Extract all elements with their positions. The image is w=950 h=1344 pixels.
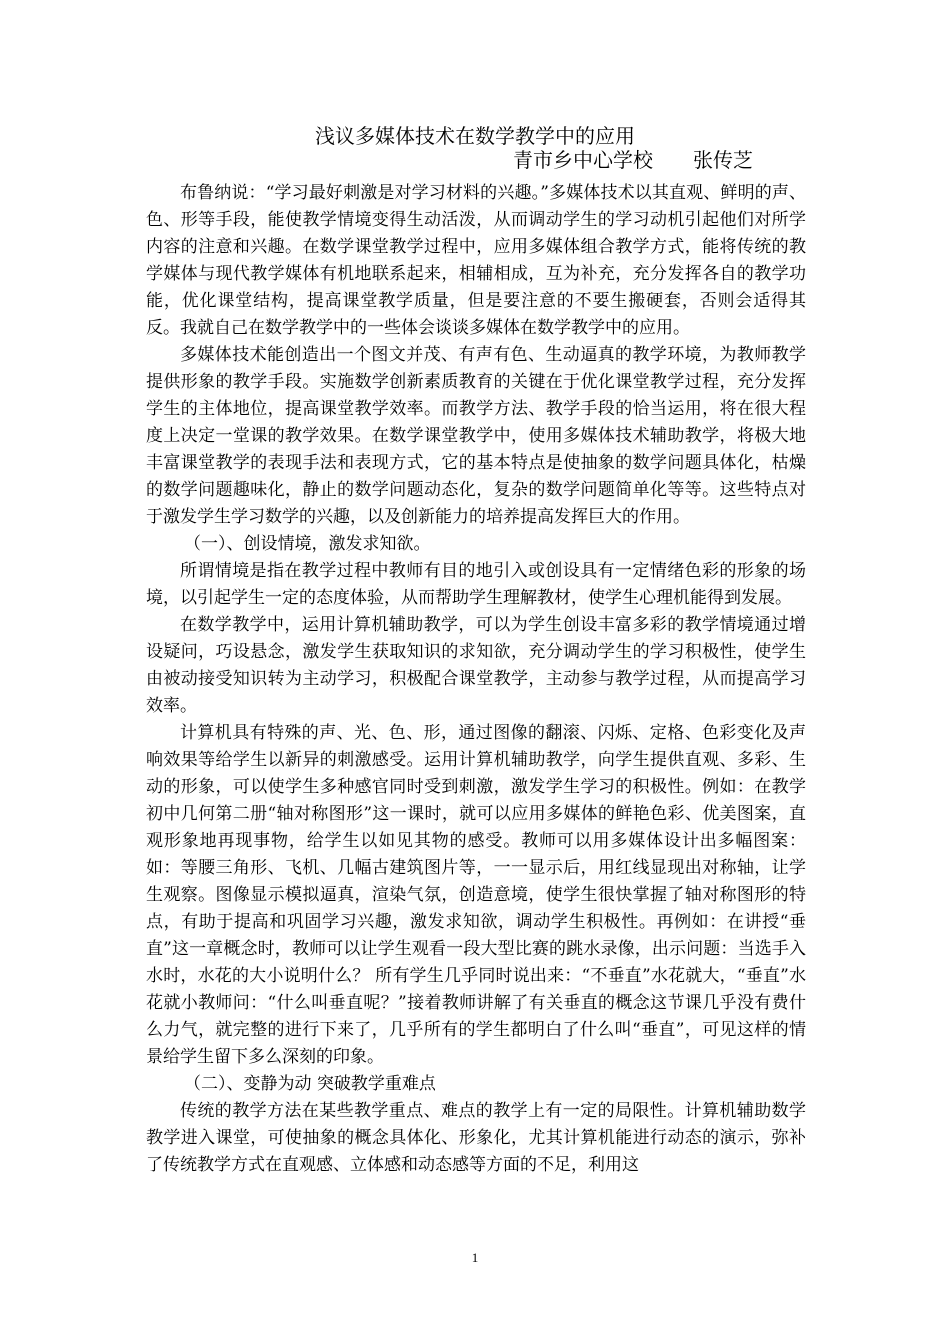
document-body <box>146 180 806 1179</box>
paragraph: 所谓情境是指在教学过程中教师有目的地引入或创设具有一定情绪色彩的形象的场境，以引起学生一定的态度体验，从而帮助学生理解教材，使学生心理机能得到发展。 <box>146 561 806 608</box>
paragraph: 计算机具有特殊的声、光、色、形，通过图像的翻滚、闪烁、定格、色彩变化及声响效果等给学生以新异的刺激感受。运用计算机辅助教学，向学生提供直观、多彩、生动的形象，可以使学生多种感官同时受到刺激，激发学生学习的积极性。例如：在教学初中几何第二册“轴对称图形”这一课时，就可以应用多媒体的鲜艳色彩、优美图案，直观形象地再现事物，给学生以如见其物的感受。教师可以用多媒体设计出多幅图案：如：等腰三角形、飞机、几幅古建筑图片等，一一显示后，用红线显现出对称轴，让学生观察。图像显示模拟逼真，渲染气氛，创造意境，使学生很快掌握了轴对称图形的特点，有助于提高和巩固学习兴趣，激发求知欲，调动学生积极性。再例如：在讲授“垂直”这一章概念时，教师可以让学生观看一段大型比赛的跳水录像，出示问题：当选手入水时，水花的大小说明什么？ 所有学生几乎同时说出来：“不垂直”水花就大，“垂直”水花就小教师问：“什么叫垂直呢？”接着教师讲解了有关垂直的概念这节课几乎没有费什么力气，就完整的进行下来了，几乎所有的学生都明白了什么叫“垂直”，可见这样的情景给学生留下多么深刻的印象。 <box>146 723 806 1067</box>
section-heading: （一）、创设情境，激发求知欲。 <box>184 534 431 554</box>
paragraph: 多媒体技术能创造出一个图文并茂、有声有色、生动逼真的教学环境，为教师教学提供形象的教学手段。实施数学创新素质教育的关键在于优化课堂教学过程，充分发挥学生的主体地位，提高课堂教学效率。而教学方法、教学手段的恰当运用，将在很大程度上决定一堂课的教学效果。在数学课堂教学中，使用多媒体技术辅助教学，将极大地丰富课堂教学的表现手法和表现方式，它的基本特点是使抽象的数学问题具体化，枯燥的数学问题趣味化，静止的数学问题动态化，复杂的数学问题简单化等等。这些特点对于激发学生学习数学的兴趣，以及创新能力的培养提高发挥巨大的作用。 <box>146 345 806 527</box>
document-title: 浅议多媒体技术在数学教学中的应用 <box>315 124 635 148</box>
school-name: 青市乡中心学校 <box>513 148 653 172</box>
paragraph: 传统的教学方法在某些教学重点、难点的教学上有一定的局限性。计算机辅助数学教学进入课堂，可使抽象的概念具体化、形象化，尤其计算机能进行动态的演示，弥补了传统教学方式在直观感、立体感和动态感等方面的不足，利用这 <box>146 1101 806 1175</box>
author-byline <box>513 148 753 172</box>
paragraph: 布鲁纳说：“学习最好刺激是对学习材料的兴趣。”多媒体技术以其直观、鲜明的声、色、形等手段，能使教学情境变得生动活泼，从而调动学生的学习动机引起他们对所学内容的注意和兴趣。在数学课堂教学过程中，应用多媒体组合教学方式，能将传统的教学媒体与现代教学媒体有机地联系起来，相辅相成，互为补充，充分发挥各自的教学功能，优化课堂结构，提高课堂教学质量，但是要注意的不要生搬硬套，否则会适得其反。我就自己在数学教学中的一些体会谈谈多媒体在数学教学中的应用。 <box>146 183 806 338</box>
author-name: 张传芝 <box>693 148 753 172</box>
paragraph: 在数学教学中，运用计算机辅助教学，可以为学生创设丰富多彩的教学情境通过增设疑问，巧设悬念，激发学生获取知识的求知欲，充分调动学生的学习积极性，使学生由被动接受知识转为主动学习，积极配合课堂教学，主动参与教学过程，从而提高学习效率。 <box>146 615 806 716</box>
section-heading: （二）、变静为动 突破教学重难点 <box>184 1074 436 1094</box>
page-number: 1 <box>471 1250 479 1265</box>
